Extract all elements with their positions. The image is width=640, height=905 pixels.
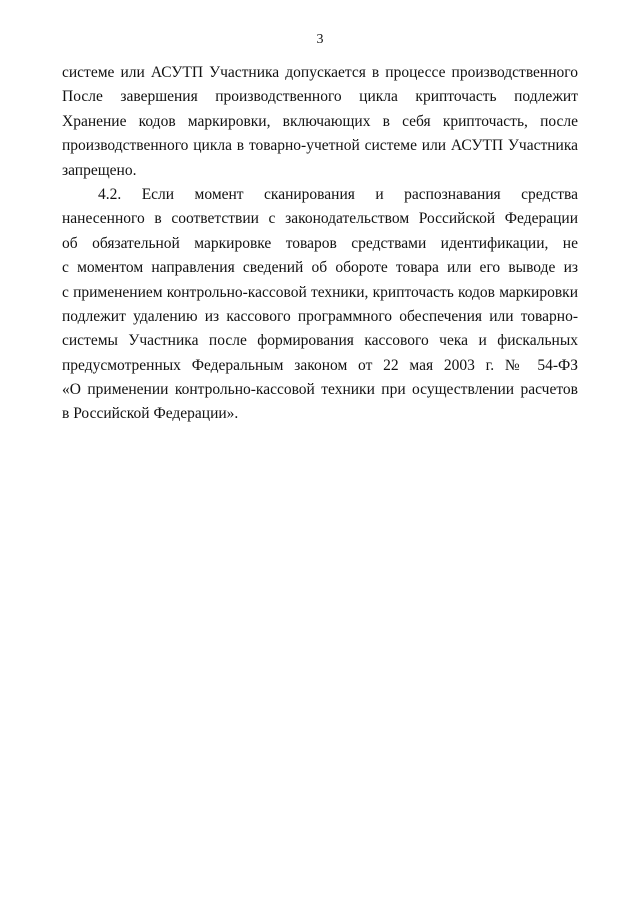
page-number: 3 [316, 32, 324, 47]
text-line: в Российской Федерации». [62, 405, 239, 423]
text-line: «О применении контрольно-кассовой техники при осуществлении расчетов [62, 381, 578, 399]
text-line: нанесенного в соответствии с законодательством Российской Федерации [62, 210, 578, 228]
text-line: с применением контрольно-кассовой техники, крипточасть кодов маркировки [62, 283, 578, 301]
text-line: предусмотренных Федеральным законом от 22 мая 2003 г. № 54-ФЗ [62, 356, 578, 374]
text-line: с моментом направления сведений об обороте товара или его выводе из [62, 259, 578, 277]
text-line: производственного цикла в товарно-учетной системе или АСУТП Участника [62, 137, 578, 155]
text-line: системе или АСУТП Участника допускается в процессе производственного [62, 64, 578, 81]
text-line: об обязательной маркировке товаров средствами идентификации, не [62, 234, 578, 252]
text-line: подлежит удалению из кассового программного обеспечения или товарно- [62, 307, 578, 325]
document-body [62, 61, 578, 427]
text-line: запрещено. [62, 161, 137, 179]
paragraph-first-line: 4.2. Если момент сканирования и распознавания средства [98, 185, 578, 203]
text-line: После завершения производственного цикла крипточасть подлежит [62, 88, 578, 106]
text-line: системы Участника после формирования кассового чека и фискальных [62, 332, 578, 350]
text-line: Хранение кодов маркировки, включающих в себя крипточасть, после [62, 112, 578, 130]
